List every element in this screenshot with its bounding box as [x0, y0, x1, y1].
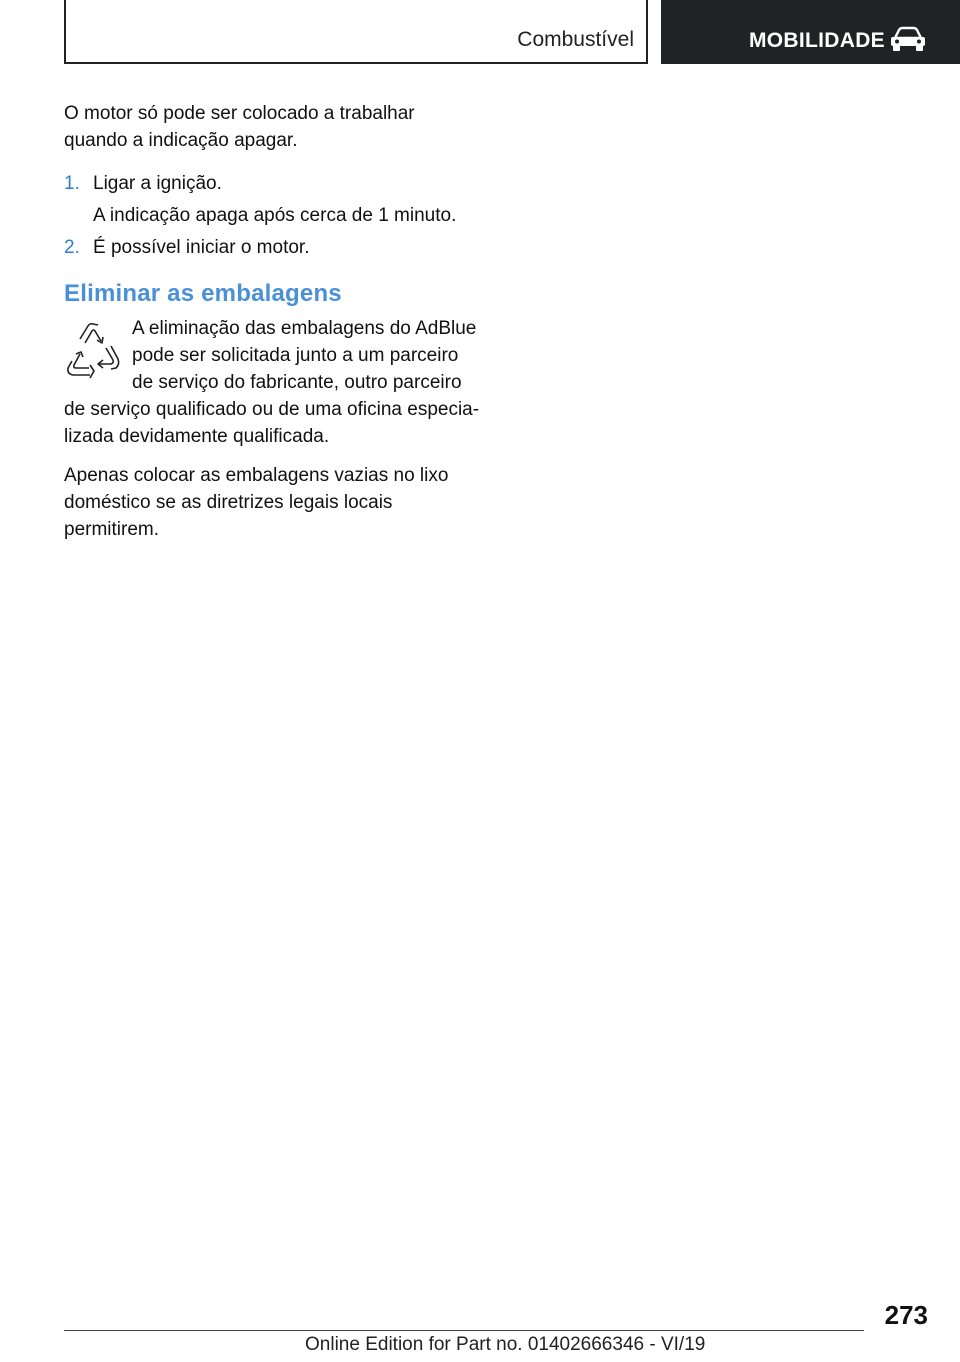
- car-icon: [889, 26, 927, 52]
- edition-footer: Online Edition for Part no. 01402666346 - VI/19: [305, 1334, 706, 1355]
- page-number: 273: [884, 1300, 928, 1330]
- section-title: Combustível: [517, 28, 634, 51]
- intro-paragraph: O motor só pode ser colocado a trabalhar quando a indicação apagar.: [64, 103, 415, 151]
- step-text: Ligar a ignição.: [93, 173, 222, 194]
- step-item: [64, 170, 480, 197]
- step-item: [64, 234, 480, 261]
- step-number: 1.: [64, 173, 80, 194]
- chapter-tab[interactable]: [661, 0, 960, 64]
- page-content: [64, 100, 480, 543]
- header-section-box: [64, 0, 648, 64]
- step-text: É possível iniciar o motor.: [93, 237, 310, 258]
- disposal-text: A eliminação das embalagens do AdBlue pode ser solicitada junto a um parceiro de serviço do fabricante, outro parceiro de serviço qualificado ou de uma oficina especializada devidamente qualificada.: [64, 318, 480, 447]
- disposal-block: [64, 315, 480, 450]
- step-result: A indicação apaga após cerca de 1 minuto.: [93, 205, 457, 226]
- recycle-icon: [64, 321, 122, 383]
- chapter-title: MOBILIDADE: [749, 29, 885, 52]
- step-number: 2.: [64, 237, 80, 258]
- section-heading: Eliminar as embalagens: [64, 280, 342, 307]
- footer-divider: [64, 1330, 864, 1331]
- household-disposal-text: Apenas colocar as embalagens vazias no lixo doméstico se as diretrizes legais locais permitirem.: [64, 465, 449, 540]
